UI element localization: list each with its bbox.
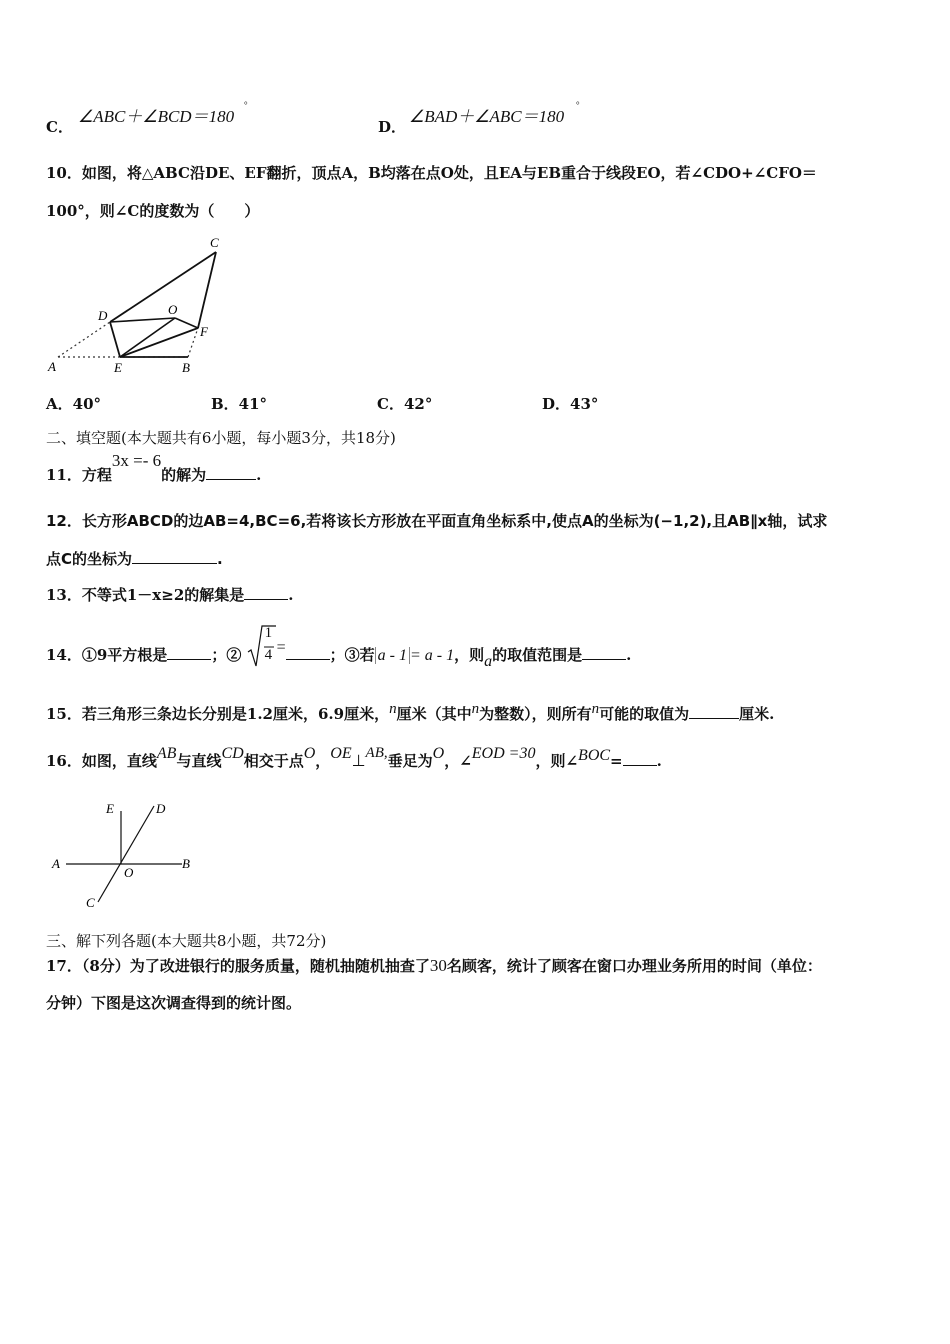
q14-sep2: ；③若 [329, 646, 375, 664]
segment-ef [120, 328, 198, 357]
q12-answer-blank [132, 551, 217, 564]
sqrt-symbol [247, 622, 277, 672]
q10-line1 [46, 162, 817, 183]
q16-t5: 垂足为 [387, 752, 433, 770]
q11-equation: 3x =- 6 [111, 451, 162, 470]
q16-t8: = [610, 752, 623, 770]
q10-option-d: D．43° [542, 395, 599, 413]
q16-line [46, 745, 662, 771]
label-a: A [52, 856, 60, 871]
q15-line [46, 703, 774, 724]
q15-answer-blank [689, 706, 739, 719]
q13-answer-blank [244, 587, 288, 600]
q12-line1 [46, 510, 827, 531]
q16-number: 16． [46, 752, 82, 770]
fold-line-ad [58, 322, 110, 357]
line-cd [98, 806, 154, 902]
q16-lines-figure [46, 796, 206, 914]
option-d-label: D． [378, 118, 407, 136]
label-a: A [48, 359, 56, 374]
section3-title: 三、解下列各题(本大题共8小题，共72分) [46, 932, 327, 950]
section2-title: 二、填空题(本大题共有6小题，每小题3分，共18分) [46, 429, 396, 447]
side-cf [198, 252, 216, 328]
segment-de [110, 322, 120, 357]
option-c-formula: ∠ABC＋∠BCD＝180 [78, 107, 235, 126]
q14-line [46, 625, 632, 670]
q17-line1 [46, 955, 822, 976]
q16-oe: OE [330, 745, 352, 762]
q15-text-pre: 若三角形三条边长分别是1.2厘米，6.9厘米， [81, 705, 390, 723]
q11-line [46, 451, 262, 485]
label-d: D [98, 308, 108, 323]
label-c: C [86, 895, 95, 910]
label-e: E [114, 360, 122, 375]
q17-n: 30 [429, 956, 447, 975]
q12-text-line1: 长方形ABCD的边AB=4,BC=6,若将该长方形放在平面直角坐标系中,使点A的坐标为(−1,2),且AB∥x轴，试求 [81, 512, 828, 530]
label-b: B [182, 856, 190, 871]
q14-var-a: a [484, 653, 493, 670]
q14-blank1 [167, 647, 211, 660]
q17-number: 17． [46, 957, 82, 975]
q15-number: 15． [46, 705, 82, 723]
q14-rhs: = a - 1 [409, 647, 455, 664]
q14-abs-expression: a - 1 [375, 647, 410, 664]
q16-perp: ⊥ [351, 753, 366, 770]
q15-n3: n [591, 701, 600, 717]
q14-frac-den: 4 [264, 647, 273, 663]
label-o: O [168, 302, 178, 317]
label-b: B [182, 360, 190, 375]
q15-end: 厘米. [739, 705, 775, 723]
q14-then: ，则 [454, 646, 485, 664]
q12-line2 [46, 548, 223, 569]
q15-n2: n [471, 701, 480, 717]
option-c-label: C． [46, 118, 73, 136]
q15-t2: 厘米（其中 [396, 705, 472, 723]
q14-sqrt [247, 625, 277, 663]
q16-cd: CD [221, 745, 244, 762]
q16-end: . [656, 752, 662, 770]
q12-end: . [217, 550, 223, 568]
q10-triangle-figure [40, 232, 240, 377]
label-e: E [106, 801, 114, 816]
label-c: C [210, 235, 219, 250]
q14-part1: ①9平方根是 [81, 646, 168, 664]
q14-equals: = [276, 639, 286, 656]
q16-t1: 如图，直线 [81, 752, 157, 770]
q13-line [46, 584, 294, 605]
q13-number: 13． [46, 586, 82, 604]
q10-text-line2: 100°，则∠C的度数为（ ） [46, 202, 260, 220]
q15-n1: n [389, 701, 397, 717]
q10-option-c: C．42° [377, 395, 433, 413]
q10-option-b: B．41° [211, 395, 268, 413]
q11-answer-blank [206, 467, 256, 480]
q11-end: . [256, 466, 262, 484]
q10-number: 10． [46, 164, 82, 182]
q16-t2: 与直线 [176, 752, 222, 770]
q13-end: . [288, 586, 294, 604]
q16-t7: ，则∠ [535, 752, 579, 770]
q14-blank2 [286, 647, 330, 660]
q16-answer-blank [623, 753, 657, 766]
q10-option-a: A．40° [46, 395, 102, 413]
side-dc [110, 252, 216, 322]
q14-end: . [626, 646, 632, 664]
q17-line2: 分钟）下图是这次调查得到的统计图。 [46, 994, 302, 1012]
q12-number: 12． [46, 512, 82, 530]
q16-ab2: AB, [365, 745, 388, 761]
q16-t6: ，∠ [444, 752, 472, 770]
q10-text-line1: 如图，将△ABC沿DE、EF翻折，顶点A，B均落在点O处，且EA与EB重合于线段EO，若∠CDO+∠CFO＝ [81, 164, 817, 182]
q16-t4: ， [315, 752, 331, 770]
label-o: O [124, 865, 134, 880]
q16-ab: AB [156, 745, 177, 762]
q11-post: 的解为 [161, 466, 207, 484]
q14-sep1: ；② [211, 646, 242, 664]
q13-pre: 不等式1－x≥2的解集是 [81, 586, 245, 604]
option-d-formula: ∠BAD＋∠ABC＝180 [409, 107, 565, 126]
segment-of [175, 318, 198, 328]
q14-frac-num: 1 [264, 625, 273, 641]
label-d: D [156, 801, 166, 816]
q17-line1-post: 名顾客，统计了顾客在窗口办理业务所用的时间（单位： [446, 957, 822, 975]
segment-do [110, 318, 175, 322]
q12-line2-pre: 点C的坐标为 [46, 550, 133, 568]
q16-o2: O [432, 745, 445, 762]
option-c-degree: ° [244, 100, 248, 110]
q16-t3: 相交于点 [243, 752, 304, 770]
q14-number: 14． [46, 646, 82, 664]
label-f: F [200, 324, 208, 339]
q14-blank3 [582, 647, 626, 660]
q11-number: 11． [46, 466, 82, 484]
segment-eo [120, 318, 175, 357]
q14-post: 的取值范围是 [492, 646, 583, 664]
q15-t4: 可能的取值为 [599, 705, 690, 723]
option-d-degree: ° [576, 100, 580, 110]
q16-boc: BOC [578, 747, 611, 764]
q16-o1: O [303, 745, 316, 762]
q15-t3: 为整数），则所有 [479, 705, 592, 723]
q11-pre: 方程 [81, 466, 112, 484]
fold-line-bf [188, 328, 198, 357]
q16-eod: EOD =30 [471, 745, 536, 762]
q17-line1-pre: （8分）为了改进银行的服务质量，随机抽随机抽查了 [81, 957, 430, 975]
